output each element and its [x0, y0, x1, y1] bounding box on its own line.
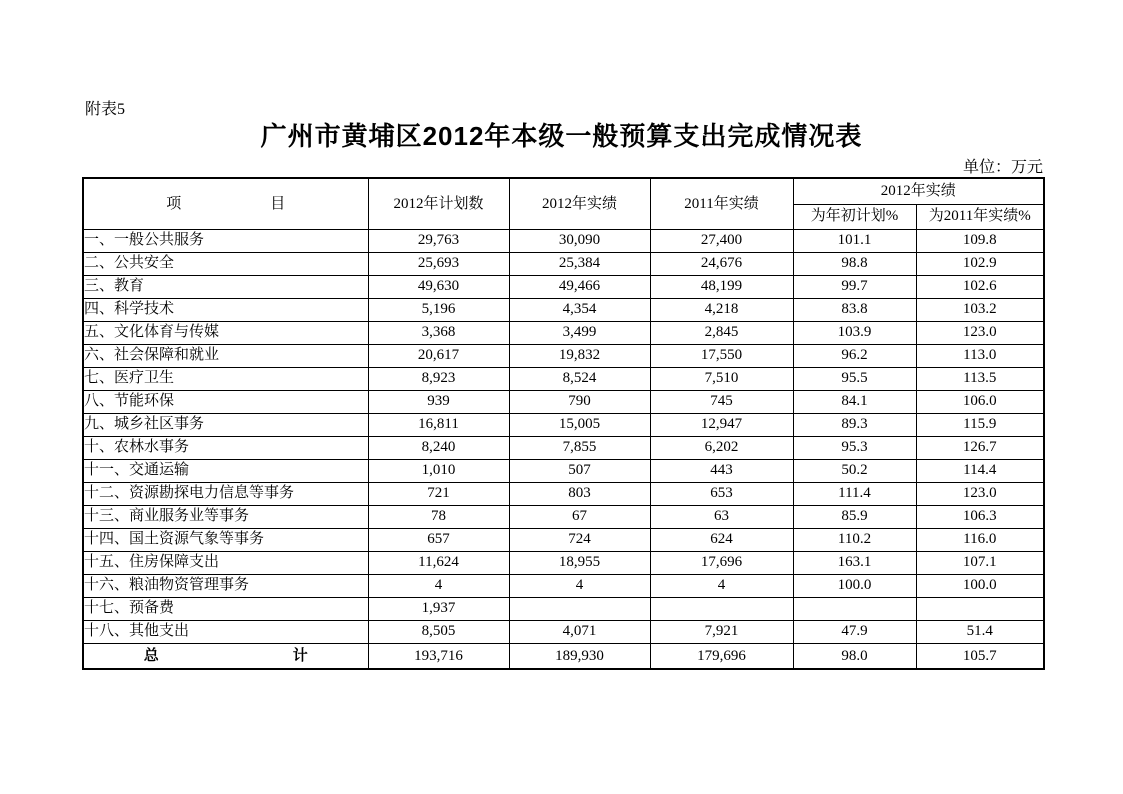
cell-vs-plan: 100.0	[793, 574, 916, 597]
cell-plan-2012: 3,368	[368, 321, 509, 344]
cell-vs-2011: 115.9	[916, 413, 1044, 436]
cell-plan-2012: 8,923	[368, 367, 509, 390]
cell-vs-plan: 50.2	[793, 459, 916, 482]
cell-vs-2011: 113.5	[916, 367, 1044, 390]
table-row	[83, 597, 1044, 620]
row-label: 四、科学技术	[83, 298, 368, 321]
cell-vs-plan: 98.8	[793, 252, 916, 275]
cell-plan-2012: 29,763	[368, 229, 509, 252]
cell-vs-plan: 83.8	[793, 298, 916, 321]
budget-table	[82, 177, 1045, 670]
total-plan-2012: 193,716	[368, 643, 509, 669]
cell-plan-2012: 1,937	[368, 597, 509, 620]
cell-actual-2012: 4,354	[509, 298, 650, 321]
cell-vs-plan: 111.4	[793, 482, 916, 505]
total-label-char-2: 计	[292, 647, 308, 664]
header-vs-initial-plan: 为年初计划%	[793, 204, 916, 229]
cell-plan-2012: 5,196	[368, 298, 509, 321]
cell-vs-2011: 100.0	[916, 574, 1044, 597]
total-actual-2011: 179,696	[650, 643, 793, 669]
cell-actual-2012: 507	[509, 459, 650, 482]
row-label: 十三、商业服务业等事务	[83, 505, 368, 528]
cell-actual-2011: 63	[650, 505, 793, 528]
row-label: 十七、预备费	[83, 597, 368, 620]
cell-actual-2011: 17,696	[650, 551, 793, 574]
cell-actual-2012: 803	[509, 482, 650, 505]
cell-vs-plan	[793, 597, 916, 620]
cell-actual-2011: 6,202	[650, 436, 793, 459]
cell-actual-2012: 25,384	[509, 252, 650, 275]
cell-vs-2011	[916, 597, 1044, 620]
header-plan-2012: 2012年计划数	[368, 178, 509, 229]
cell-actual-2012: 67	[509, 505, 650, 528]
row-label: 十一、交通运输	[83, 459, 368, 482]
row-label: 六、社会保障和就业	[83, 344, 368, 367]
cell-plan-2012: 16,811	[368, 413, 509, 436]
table-row	[83, 275, 1044, 298]
table-body	[83, 229, 1044, 643]
cell-vs-2011: 114.4	[916, 459, 1044, 482]
cell-actual-2011: 745	[650, 390, 793, 413]
cell-vs-2011: 123.0	[916, 482, 1044, 505]
cell-vs-plan: 47.9	[793, 620, 916, 643]
row-label: 一、一般公共服务	[83, 229, 368, 252]
table-row	[83, 321, 1044, 344]
cell-vs-2011: 126.7	[916, 436, 1044, 459]
table-row	[83, 390, 1044, 413]
cell-vs-plan: 95.3	[793, 436, 916, 459]
cell-actual-2012: 3,499	[509, 321, 650, 344]
table-row	[83, 367, 1044, 390]
total-vs-2011: 105.7	[916, 643, 1044, 669]
cell-actual-2011: 7,510	[650, 367, 793, 390]
cell-actual-2011: 17,550	[650, 344, 793, 367]
total-row	[83, 643, 1044, 669]
row-label: 九、城乡社区事务	[83, 413, 368, 436]
row-label: 十五、住房保障支出	[83, 551, 368, 574]
cell-vs-plan: 84.1	[793, 390, 916, 413]
table-row	[83, 482, 1044, 505]
cell-vs-plan: 85.9	[793, 505, 916, 528]
row-label: 十、农林水事务	[83, 436, 368, 459]
cell-vs-2011: 51.4	[916, 620, 1044, 643]
row-label: 十八、其他支出	[83, 620, 368, 643]
total-label-char-1: 总	[143, 647, 159, 664]
cell-actual-2011: 12,947	[650, 413, 793, 436]
cell-vs-2011: 123.0	[916, 321, 1044, 344]
cell-vs-2011: 109.8	[916, 229, 1044, 252]
table-header	[83, 178, 1044, 229]
cell-plan-2012: 939	[368, 390, 509, 413]
cell-vs-plan: 103.9	[793, 321, 916, 344]
cell-actual-2012: 49,466	[509, 275, 650, 298]
attachment-note: 附表5	[85, 101, 126, 118]
page-title: 广州市黄埔区2012年本级一般预算支出完成情况表	[260, 121, 863, 151]
cell-vs-plan: 163.1	[793, 551, 916, 574]
total-vs-plan: 98.0	[793, 643, 916, 669]
table-row	[83, 528, 1044, 551]
cell-vs-2011: 102.6	[916, 275, 1044, 298]
cell-vs-2011: 102.9	[916, 252, 1044, 275]
table-row	[83, 344, 1044, 367]
cell-vs-2011: 113.0	[916, 344, 1044, 367]
cell-vs-plan: 89.3	[793, 413, 916, 436]
cell-vs-plan: 95.5	[793, 367, 916, 390]
row-label: 二、公共安全	[83, 252, 368, 275]
cell-vs-2011: 107.1	[916, 551, 1044, 574]
row-label: 十四、国土资源气象等事务	[83, 528, 368, 551]
table-row	[83, 298, 1044, 321]
row-label: 十六、粮油物资管理事务	[83, 574, 368, 597]
cell-actual-2011: 443	[650, 459, 793, 482]
cell-actual-2011: 4,218	[650, 298, 793, 321]
cell-actual-2012	[509, 597, 650, 620]
cell-actual-2011: 48,199	[650, 275, 793, 298]
cell-plan-2012: 49,630	[368, 275, 509, 298]
unit-label: 单位：万元	[962, 159, 1043, 176]
cell-vs-plan: 110.2	[793, 528, 916, 551]
header-vs-2011-actual: 为2011年实绩%	[916, 204, 1044, 229]
cell-plan-2012: 1,010	[368, 459, 509, 482]
cell-actual-2012: 4	[509, 574, 650, 597]
cell-plan-2012: 657	[368, 528, 509, 551]
table-row	[83, 413, 1044, 436]
cell-vs-2011: 106.3	[916, 505, 1044, 528]
row-label: 三、教育	[83, 275, 368, 298]
cell-actual-2012: 30,090	[509, 229, 650, 252]
cell-plan-2012: 78	[368, 505, 509, 528]
cell-actual-2012: 8,524	[509, 367, 650, 390]
cell-actual-2012: 4,071	[509, 620, 650, 643]
table-row	[83, 229, 1044, 252]
header-item-column	[83, 178, 368, 229]
cell-actual-2012: 18,955	[509, 551, 650, 574]
cell-actual-2012: 15,005	[509, 413, 650, 436]
table-row	[83, 574, 1044, 597]
cell-actual-2011: 27,400	[650, 229, 793, 252]
cell-vs-2011: 106.0	[916, 390, 1044, 413]
cell-plan-2012: 721	[368, 482, 509, 505]
table-footer	[83, 643, 1044, 669]
table-row	[83, 620, 1044, 643]
row-label: 八、节能环保	[83, 390, 368, 413]
row-label: 十二、资源勘探电力信息等事务	[83, 482, 368, 505]
cell-plan-2012: 4	[368, 574, 509, 597]
cell-vs-plan: 96.2	[793, 344, 916, 367]
row-label: 七、医疗卫生	[83, 367, 368, 390]
header-actual-2012: 2012年实绩	[509, 178, 650, 229]
cell-actual-2011: 624	[650, 528, 793, 551]
table-row	[83, 551, 1044, 574]
cell-plan-2012: 8,505	[368, 620, 509, 643]
cell-actual-2011: 2,845	[650, 321, 793, 344]
row-label: 五、文化体育与传媒	[83, 321, 368, 344]
cell-plan-2012: 20,617	[368, 344, 509, 367]
cell-actual-2011: 24,676	[650, 252, 793, 275]
table-row	[83, 252, 1044, 275]
cell-plan-2012: 8,240	[368, 436, 509, 459]
table-row	[83, 505, 1044, 528]
cell-actual-2011: 7,921	[650, 620, 793, 643]
cell-actual-2011	[650, 597, 793, 620]
cell-vs-plan: 101.1	[793, 229, 916, 252]
cell-actual-2012: 7,855	[509, 436, 650, 459]
cell-plan-2012: 25,693	[368, 252, 509, 275]
cell-actual-2011: 653	[650, 482, 793, 505]
cell-actual-2012: 724	[509, 528, 650, 551]
header-actual-2011: 2011年实绩	[650, 178, 793, 229]
header-item-char-1: 项	[166, 195, 182, 212]
cell-actual-2012: 790	[509, 390, 650, 413]
header-group-actual-2012: 2012年实绩	[793, 178, 1044, 204]
cell-vs-2011: 103.2	[916, 298, 1044, 321]
cell-plan-2012: 11,624	[368, 551, 509, 574]
cell-actual-2011: 4	[650, 574, 793, 597]
table-row	[83, 459, 1044, 482]
cell-vs-plan: 99.7	[793, 275, 916, 298]
cell-actual-2012: 19,832	[509, 344, 650, 367]
total-label	[83, 643, 368, 669]
table-row	[83, 436, 1044, 459]
total-actual-2012: 189,930	[509, 643, 650, 669]
header-item-char-2: 目	[270, 195, 286, 212]
cell-vs-2011: 116.0	[916, 528, 1044, 551]
